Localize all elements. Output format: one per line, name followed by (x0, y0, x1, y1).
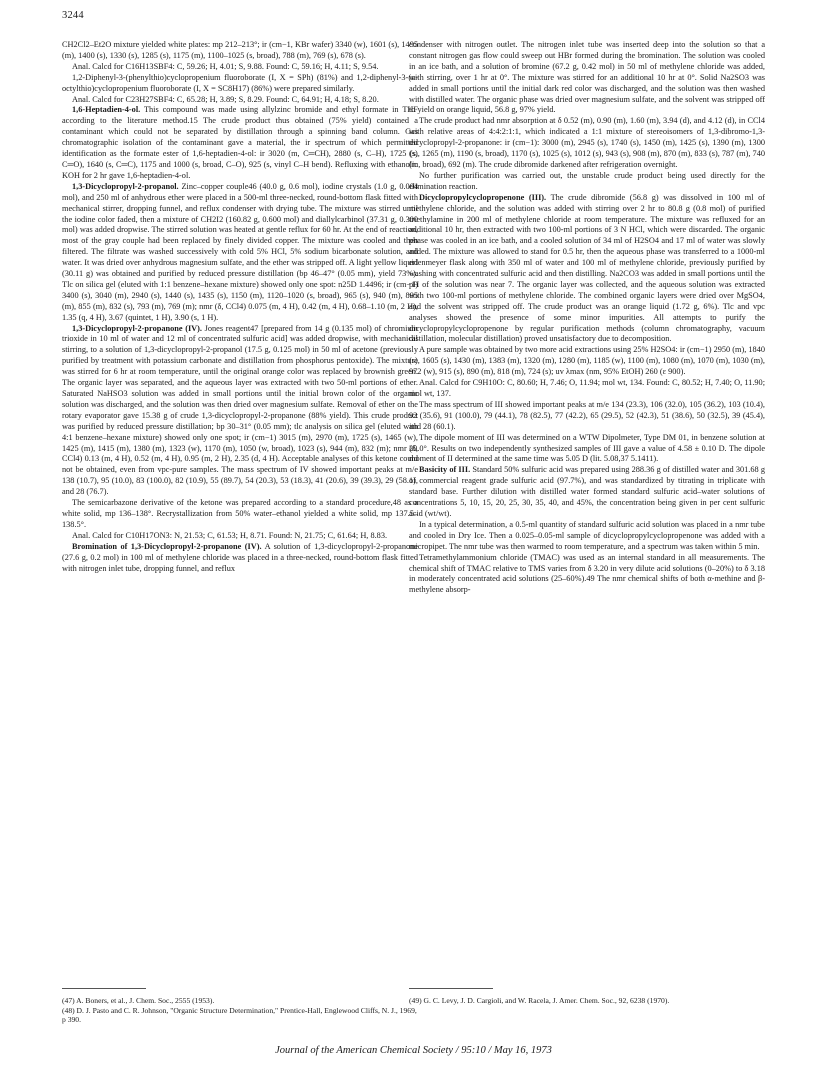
section-heading: 1,3-Dicyclopropyl-2-propanone (IV). (72, 323, 203, 333)
left-column (62, 40, 418, 975)
paragraph-text: A pure sample was obtained by two more acid extractions using 25% H2SO4: ir (cm−1) 2950 (m), 1840 (s), 1605 (s), 1430 (m), 1383 (m), 1320 (m), 1280 (m), 1185 (w), 1100 (m), 1080 (m), 1070 (m), 1030 (m), 972 (w), 915 (s), 890 (m), 818 (m), 724 (s); uv λmax (nm, 95% EtOH) 260 (ε 900). (409, 345, 765, 377)
page-number: 3244 (62, 10, 84, 21)
paragraph (62, 542, 418, 575)
journal-footer: Journal of the American Chemical Society / 95:10 / May 16, 1973 (275, 1045, 552, 1056)
paragraph-text: This compound was made using allylzinc bromide and ethyl formate in THF according to the literature method.15 The crude product thus obtained (75% yield) contained a contaminant which could not be separated by distillation through a spinning band column. Gas chromatographic isolation of the contaminant gave a material, the ir spectrum of which permitted identification as the formate ester of 1,6-heptadien-4-ol: ir 3020 (m, C═CH), 2880 (s, C–H), 1725 (s, C═O), 1640 (s, C═C), 1175 and 1000 (s, broad, C–O), 925 (s, vinyl C–H bend). Refluxing with ethanolic KOH for 2 hr gave 1,6-heptadien-4-ol. (62, 105, 418, 180)
paragraph-text: Anal. Calcd for C23H27SBF4: C, 65.28; H, 3.89; S, 8.29. Found: C, 64.91; H, 4.18; S, 8.20. (72, 94, 379, 104)
paragraph (409, 345, 765, 378)
paragraph-text: Anal. Calcd for C16H13SBF4: C, 59.26; H, 4.01; S, 9.88. Found: C, 59.16; H, 4.11; S, 9.54. (72, 61, 379, 71)
paragraph-text: CH2Cl2–Et2O mixture yielded white plates: mp 212–213°; ir (cm−1, KBr wafer) 3340 (w), 1601 (s), 1495 (m), 1400 (s), 1330 (s), 1285 (s), 1175 (m), 1100–1025 (s, broad), 788 (m), 769 (s), 678 (s). (62, 40, 418, 60)
paragraph (62, 105, 418, 181)
footnote-divider-right (409, 988, 493, 989)
paragraph (409, 40, 765, 116)
paragraph-text: The crude dibromide (56.8 g) was dissolved in 100 ml of methylene chloride, and the solution was added with stirring over 2 hr to 80.8 g (0.8 mol) of purified triethylamine in 200 ml of methylene chloride at room temperature. The mixture was refluxed for an additional 10 hr, then extracted with two 100-ml portions of 3 N HCl, which were discarded. The organic phase was cooled in an ice bath, and a cooled solution of 34 ml of H2SO4 and 17 ml of water was slowly added. The mixture was allowed to stand for 0.5 hr, then the aqueous phase was transferred to a 1000-ml erlenmeyer flask along with 350 ml of water and 100 ml of methylene chloride, previously purified by washing with concentrated sulfuric acid and then distilling. Na2CO3 was added in small portions until the pH of the solution was near 7. The organic layer was collected, and the aqueous solution was extracted with two 100-ml portions of methylene chloride. The combined organic layers were dried over MgSO4, and the solvent was stripped off. The crude product was an orange liquid (1.72 g, 6%). Tlc and vpc analyses showed the presence of some minor impurities. All attempts to purify the dicyclopropylcyclopropenone by regular purification methods (column chromatography, vacuum distillation, molecular distillation) proved unsatisfactory due to decomposition. (409, 192, 765, 344)
paragraph-text: No further purification was carried out, the unstable crude product being used directly for the elimination reaction. (409, 170, 765, 191)
paragraph (62, 498, 418, 531)
paragraph (62, 62, 418, 73)
paragraph (409, 520, 765, 553)
section-heading: 1,6-Heptadien-4-ol. (72, 105, 141, 115)
paragraph-text: 1,2-Diphenyl-3-(phenylthio)cyclopropenium fluoroborate (I, X = SPh) (81%) and 1,2-diphenyl-3-(n-octylthio)cyclopropenium fluoroborate (I, X = SC8H17) (86%) were prepared similarly. (62, 72, 418, 93)
paragraph (409, 116, 765, 171)
section-heading: Basicity of III. (419, 465, 471, 475)
paragraph (409, 171, 765, 193)
section-heading: Bromination of 1,3-Dicyclopropyl-2-propanone (IV). (72, 541, 262, 551)
paragraph (62, 40, 418, 62)
paragraph (62, 324, 418, 499)
section-heading: Dicyclopropylcyclopropenone (III). (419, 192, 547, 202)
paragraph-text: condenser with nitrogen outlet. The nitrogen inlet tube was inserted deep into the solution so that a constant nitrogen gas flow could sweep out HBr formed during the bromination. The solution was cooled in an ice bath, and a solution of bromine (67.2 g, 0.42 mol) in 50 ml of methylene chloride was added, with stirring, over 1 hr at 0°. The mixture was stirred for an additional 10 hr at 0°. Solid Na2SO3 was added in small portions until the initial dark red color was discharged, and the solution was then washed with distilled water. The organic phase was dried over magnesium sulfate, and the solvent was stripped off to yield on orange liquid, 56.8 g, 97% yield. (409, 40, 765, 115)
paragraph (62, 182, 418, 324)
paragraph-text: Anal. Calcd for C10H17ON3: N, 21.53; C, 61.53; H, 8.71. Found: N, 21.75; C, 61.64; H, 8.83. (72, 530, 388, 540)
footnote-divider-left (62, 988, 146, 989)
footnotes-left (62, 996, 418, 1025)
paragraph-text: The mass spectrum of III showed important peaks at m/e 134 (23.3), 106 (32.0), 105 (36.2), 103 (10.4), 92 (35.6), 91 (100.0), 79 (44.1), 78 (82.5), 77 (42.2), 65 (29.5), 52 (42.3), 51 (38.6), 50 (32.5), 39 (45.4), and 28 (60.1). (409, 399, 765, 431)
section-heading: 1,3-Dicyclopropyl-2-propanol. (72, 181, 179, 191)
paragraph (409, 465, 765, 520)
paragraph-text: The crude product had nmr absorption at δ 0.52 (m), 0.90 (m), 1.60 (m), 3.94 (d), and 4.12 (d), in CCl4 with relative areas of 4:4:2:1:1, which indicated a 1:1 mixture of stereoisomers of 1,3-dibromo-1,3-dicyclopropyl-2-propanone: ir (cm−1): 3000 (m), 2945 (s), 1740 (s), 1450 (m), 1425 (s), 1390 (m), 1300 (s), 1265 (m), 1190 (s, broad), 1170 (s), 1025 (s), 1012 (s), 943 (s), 908 (m), 870 (m), 833 (s), 787 (m), 740 (m, broad), 692 (m). The crude dibromide darkened after refrigeration overnight. (409, 116, 765, 169)
paragraph (409, 553, 765, 597)
paragraph-text: Zinc–copper couple46 (40.0 g, 0.6 mol), iodine crystals (1.0 g, 0.004 mol), and 250 ml of anhydrous ether were placed in a 500-ml three-necked, round-bottom flask fitted with mechanical stirrer, dropping funnel, and reflux condenser with drying tube. The mixture was stirred until the iodine color faded, then a mixture of CH2I2 (160.82 g, 0.600 mol) and diallylcarbinol (37.31 g, 0.300 mol) was added dropwise. The stirred solution was heated at gentle reflux for 60 hr. At the end of reaction, most of the gray couple had been replaced by finely divided copper. The mixture was cooled and then filtered. The filtrate was washed successively with cold 5% HCl, 5% sodium bicarbonate solution, and water. It was dried over anhydrous magnesium sulfate, and the ether was stripped off. A light yellow liquid (30.11 g) was obtained and purified by reduced pressure distillation (bp 46–47° (0.05 mm), yield 73%). Tlc on silica gel (eluted with 1:1 benzene–hexane mixture) showed only one spot: n25D 1.4496; ir (cm−1) 3400 (s), 3040 (m), 2940 (s), 1440 (s), 1435 (s), 1150 (m), 1120–1020 (s, broad), 965 (s), 940 (m), 895 (m), 855 (m), 832 (s), 793 (m), 769 (m); nmr (δ, CCl4) 0.075 (m, 4 H), 0.42 (m, 4 H), 0.68–1.10 (m, 2 H), 1.35 (q, 4 H), 3.67 (quintet, 1 H), 3.90 (s, 1 H). (62, 181, 418, 322)
paragraph-text: Standard 50% sulfuric acid was prepared using 288.36 g of distilled water and 301.68 g of commercial reagent grade sulfuric acid (97.7%), and was standardized by titrating in triplicate with standard base. Further dilution with distilled water formed standard sulfuric acid–water solutions of concentrations 5, 10, 15, 20, 25, 30, 35, 40, and 45%, the concentration being given in per cent sulfuric acid (wt/wt). (409, 465, 765, 518)
paragraph-text: Jones reagent47 [prepared from 14 g (0.135 mol) of chromium trioxide in 10 ml of water and 12 ml of concentrated sulfuric acid] was added dropwise, with mechanical stirring, to a solution of 1,3-dicyclopropyl-2-propanol (17.5 g, 0.125 mol) in 50 ml of acetone (previously purified by treatment with potassium carbonate and distillation from phosphorus pentoxide). The mixture was stirred for 6 hr at room temperature, until the original orange color was replaced by brownish green. The organic layer was separated, and the aqueous layer was extracted with two 50-ml portions of ether. Saturated NaHSO3 solution was added in small portions until the initial brown color of the organic solution was discharged, and the solution was then dried over magnesium sulfate. Removal of ether on the rotary evaporator gave 15.38 g of crude 1,3-dicyclopropyl-2-propanone (88% yield). This crude product was purified by reduced pressure distillation; bp 30–31° (0.05 mm); tlc analysis on silica gel (eluted with 4:1 benzene–hexane mixture) showed only one spot; ir (cm−1) 3015 (m), 2970 (m), 1725 (s), 1465 (w), 1425 (m), 1415 (m), 1380 (m), 1323 (w), 1170 (m), 1050 (w, broad), 1023 (s), 944 (m), 832 (m); nmr (δ, CCl4) 0.13 (m, 4 H), 0.52 (m, 4 H), 0.95 (m, 2 H), 2.35 (d, 4 H). Acceptable analyses of this ketone could not be obtained, even from vpc-pure samples. The mass spectrum of IV showed important peaks at m/e 138 (10.7), 95 (10.0), 83 (100.0), 82 (10.9), 55 (89.7), 54 (20.3), 53 (18.3), 41 (20.6), 39 (39.3), 29 (58.1), and 28 (76.7). (62, 323, 418, 497)
footnote-47: (47) A. Boners, et al., J. Chem. Soc., 2555 (1953). (62, 996, 215, 1005)
paragraph-text: The semicarbazone derivative of the ketone was prepared according to a standard procedure,48 as a white solid, mp 136–138°. Recrystallization from 50% water–ethanol yielded a white solid, mp 137.5–138.5°. (62, 498, 418, 529)
paragraph (62, 95, 418, 106)
paragraph-text: A solution of 1,3-dicyclopropyl-2-propanone (27.6 g, 0.2 mol) in 100 ml of methylene chloride was placed in a three-necked, round-bottom flask fitted with nitrogen inlet tube, dropping funnel, and reflux (62, 541, 418, 573)
footnote-49: (49) G. C. Levy, J. D. Cargioli, and W. Racela, J. Amer. Chem. Soc., 92, 6238 (1970). (409, 996, 670, 1005)
footnote-48: (48) D. J. Pasto and C. R. Johnson, "Organic Structure Determination," Prentice-Hall, Englewood Cliffs, N. J., 1969, p 390. (62, 1005, 417, 1025)
paragraph (409, 433, 765, 466)
paragraph-text: Anal. Calcd for C9H10O: C, 80.60; H, 7.46; O, 11.94; mol wt, 134. Found: C, 80.52; H, 7.40; O, 11.90; mol wt, 137. (409, 378, 765, 398)
right-column (409, 40, 765, 975)
paragraph (409, 193, 765, 346)
paragraph-text: In a typical determination, a 0.5-ml quantity of standard sulfuric acid solution was placed in a nmr tube and cooled in Dry Ice. Then a 0.025–0.05-ml sample of dicyclopropylcyclopropenone was added with a micropipet. The nmr tube was then warmed to room temperature, and a spectrum was taken within 5 min. (409, 519, 765, 551)
paragraph-text: The dipole moment of III was determined on a WTW Dipolmeter, Type DM 01, in benzene solution at 20.0°. Results on two independently synthesized samples of III gave a value of 4.58 ± 0.10 D. The dipole moment of II determined at the same time was 5.05 D (lit. 5.08,37 5.1411). (409, 432, 765, 464)
paragraph (409, 400, 765, 433)
footnotes-right (409, 996, 765, 1006)
paragraph (62, 531, 418, 542)
paragraph (62, 73, 418, 95)
paragraph-text: Tetramethylammonium chloride (TMAC) was used as an internal standard in all measurements. The chemical shift of TMAC relative to TMS varies from δ 3.20 in very dilute acid solutions (0–20%) to δ 3.18 in moderately concentrated acid solutions (25–60%).49 The nmr chemical shifts of both α-methine and β-methylene absorp- (409, 552, 765, 595)
paragraph (409, 378, 765, 400)
